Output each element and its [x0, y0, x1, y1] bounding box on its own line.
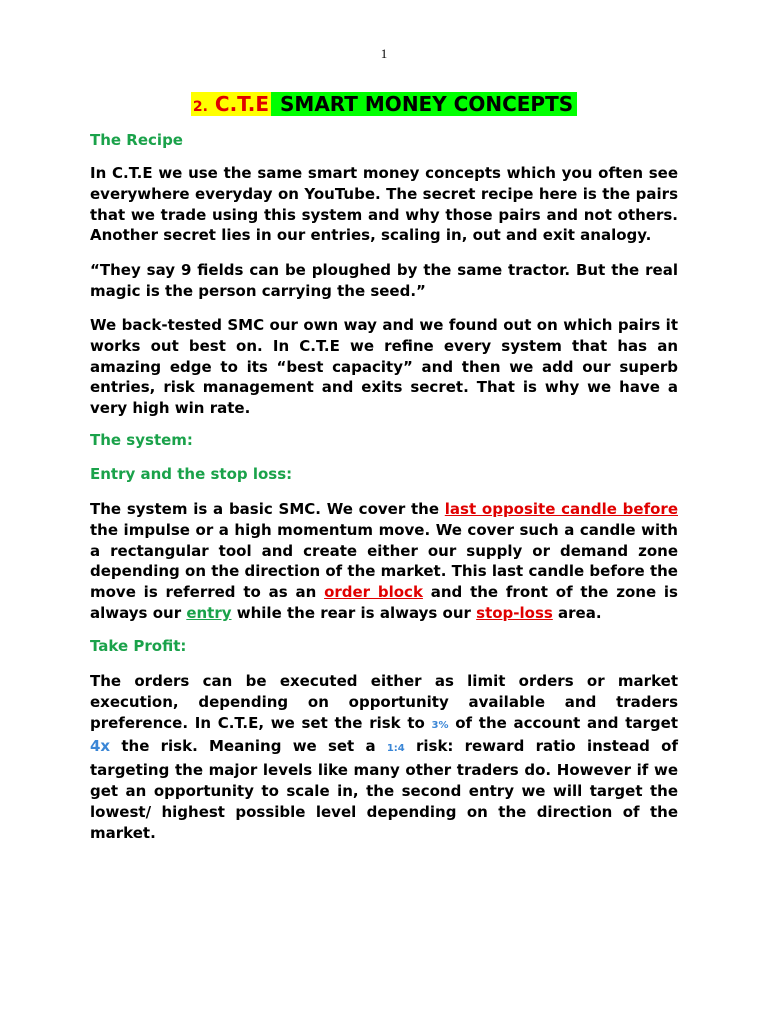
tp-text-3: the risk. Meaning we set a — [110, 737, 387, 756]
title-concept: SMART MONEY CONCEPTS — [280, 92, 574, 116]
risk-percent: 3% — [431, 719, 449, 731]
risk-reward-ratio: 1:4 — [386, 743, 405, 755]
entry-text-5: area. — [552, 603, 602, 622]
title-number: 2. — [192, 99, 208, 115]
tp-text-4: risk: reward ratio instead of targeting the major levels like many other traders do. However if we get an opportunity to scale in, the second entry we will target the lowest/ highest possible level depending on the direction of the market. — [90, 737, 678, 842]
page-title — [0, 92, 768, 119]
tp-text-2: of the account and target — [448, 713, 679, 732]
highlight-entry: entry — [186, 603, 232, 622]
highlight-last-opposite-candle: last opposite candle before — [444, 500, 678, 518]
heading-recipe: The Recipe — [90, 131, 183, 149]
entry-text-2: the impulse or a high momentum move. We cover such a candle with a rectangular tool and create either our supply or demand zone depending on the direction of the market. This last candle before the move is referred to as an — [90, 520, 678, 602]
entry-text-1: The system is a basic SMC. We cover the — [90, 500, 445, 518]
highlight-order-block: order block — [324, 583, 423, 602]
heading-entry-stop-loss: Entry and the stop loss: — [90, 465, 293, 483]
heading-system: The system: — [90, 431, 193, 449]
entry-text-4: while the rear is always our — [231, 603, 477, 622]
title-number-highlight — [191, 92, 271, 116]
title-name: C.T.E — [214, 92, 270, 116]
paragraph-quote: “They say 9 fields can be ploughed by the same tractor. But the real magic is the person carrying the seed.” — [90, 261, 678, 300]
paragraph-take-profit — [90, 671, 678, 843]
target-multiplier: 4x — [90, 737, 111, 756]
entry-text-3: and the front of the zone is always our — [90, 583, 678, 622]
title-concept-highlight — [271, 92, 577, 116]
tp-text-1: The orders can be executed either as limit orders or market execution, depending on opportunity available and traders preference. In C.T.E, we set the risk to — [90, 672, 678, 732]
paragraph-backtest: We back-tested SMC our own way and we found out on which pairs it works out best on. In C.T.E we refine every system that has an amazing edge to its “best capacity” and then we add our superb entries, risk management and exits secret. That is why we have a very high win rate. — [90, 316, 678, 418]
paragraph-entry — [90, 499, 678, 624]
page-number: 1 — [380, 46, 388, 61]
heading-take-profit: Take Profit: — [90, 637, 187, 655]
paragraph-recipe: In C.T.E we use the same smart money concepts which you often see everywhere everyday on YouTube. The secret recipe here is the pairs that we trade using this system and why those pairs and not others. Another secret lies in our entries, scaling in, out and exit analogy. — [90, 164, 678, 245]
highlight-stop-loss: stop-loss — [476, 603, 553, 622]
